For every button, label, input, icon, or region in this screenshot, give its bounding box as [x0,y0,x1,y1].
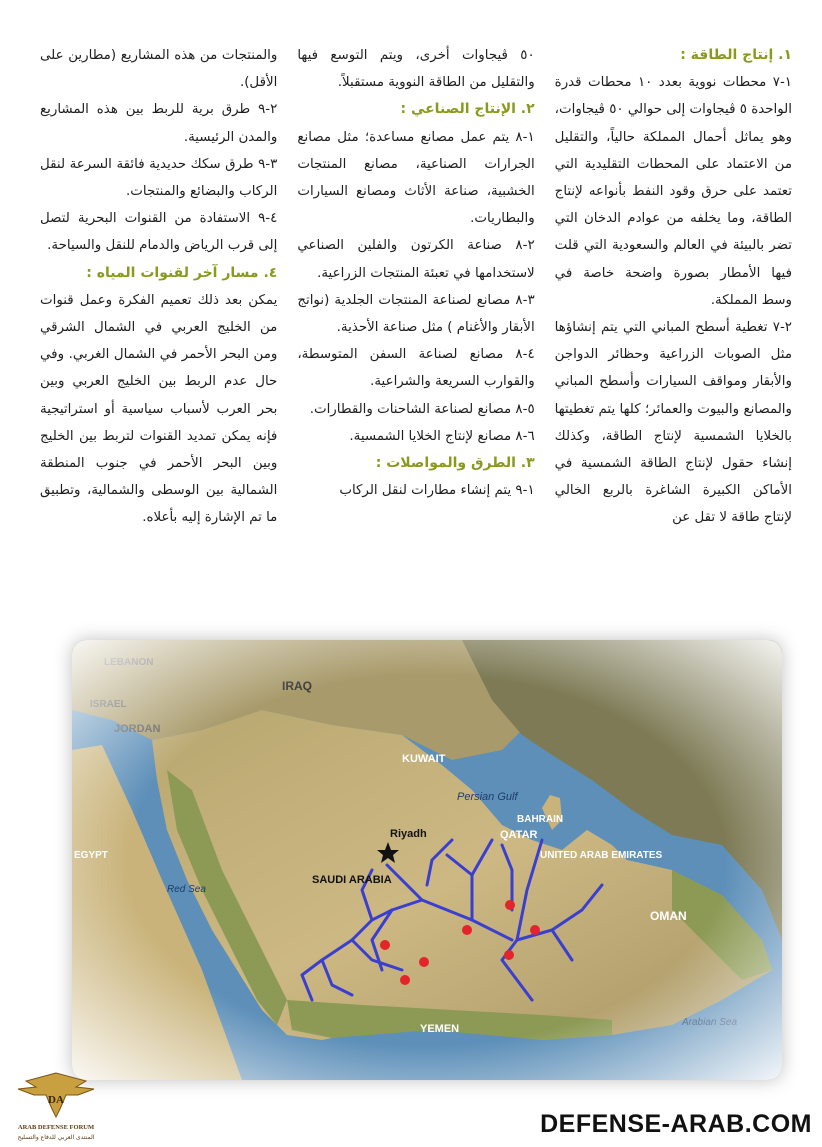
article-columns [40,42,792,632]
paragraph: ٤-٨ مصانع لصناعة السفن المتوسطة، والقوارب السريعة والشراعية. [297,347,535,390]
logo-initials: DA [48,1094,64,1106]
paragraph: والمنتجات من هذه المشاريع (مطارين على الأقل). [40,48,278,91]
paragraph: يمكن بعد ذلك تعميم الفكرة وعمل قنوات من الخليج العربي في الشمال الشرقي ومن البحر الأحمر في الشمال الغربي. وفي حال عدم الربط بين الخليج العربي وبين بحر العرب لأسباب سياسية أو استراتيجية فإنه يمكن تمديد القنوات لتربط بين الخليج وبين البحر الأحمر في جنوب المنطقة الشمالية بين الوسطى والشمالية، وتطبيق ما تم الإشارة إليه بأعلاه. [40,292,278,526]
paragraph: ٤-٩ الاستفادة من القنوات البحرية لتصل إلى قرب الرياض والدمام للنقل والسياحة. [40,211,278,254]
paragraph: ١-٨ يتم عمل مصانع مساعدة؛ مثل مصانع الجرارات الصناعية، مصانع المنتجات الخشبية، صناعة الأثاث ومصانع السيارات والبطاريات. [297,129,535,227]
paragraph: ٥-٨ مصانع لصناعة الشاحنات والقطارات. [309,401,535,417]
arab-defense-forum-logo [6,1063,106,1143]
section-heading: ٤. مسار آخر لقنوات المياه : [86,264,278,281]
paragraph: ٢-٨ صناعة الكرتون والفلين الصناعي لاستخدامها في تعبئة المنتجات الزراعية. [297,238,535,281]
logo-arabic-name: المنتدى العربي للدفاع والتسليح [17,1134,95,1141]
paragraph: ٢-٧ تغطية أسطح المباني التي يتم إنشاؤها مثل الصوبات الزراعية وحظائر الدواجن والأبقار ومواقف السيارات وأسطح المباني والمصانع والبيوت والعمائر؛ كلها يتم تغطيتها بالخلايا الشمسية لإنتاج الطاقة، وكذلك إنشاء حقول لإنتاج الطاقة الشمسية في الأماكن الكبيرة الشاغرة بالربع الخالي لإنتاج طاقة لا تقل عن [554,320,792,526]
section-heading: ١. إنتاج الطاقة : [680,47,792,63]
site-url[interactable]: DEFENSE-ARAB.COM [540,1110,812,1138]
arabia-canal-map [72,640,782,1080]
paragraph: ١-٧ محطات نووية بعدد ١٠ محطات قدرة الواحدة ٥ ڤيجاوات إلى حوالي ٥٠ ڤيجاوات، وهو يماثل أحمال المملكة حالياً، والتقليل من الاعتماد على المحطات التقليدية التي تعتمد على حرق وقود النفط بأنواعه لإنتاج الطاقة، وما يخلفه من عوادم الدخان التي تضر بالبيئة في العالم والسعودية التي قلت فيها الأمطار بصورة واضحة خاصة في وسط المملكة. [554,75,792,308]
column-left [40,42,277,632]
section-heading: ٣. الطرق والمواصلات : [375,455,535,472]
map-vignette [72,640,782,1080]
paragraph: ٣-٨ مصانع لصناعة المنتجات الجلدية (نواتج الأبقار والأغنام ) مثل صناعة الأحذية. [297,292,535,336]
column-right [555,42,792,632]
paragraph: ٢-٩ طرق برية للربط بين هذه المشاريع والمدن الرئيسية. [40,102,278,145]
eagle-emblem-icon [6,1063,106,1123]
paragraph: ٣-٩ طرق سكك حديدية فائقة السرعة لنقل الركاب والبضائع والمنتجات. [40,156,278,200]
paragraph: ٦-٨ مصانع لإنتاج الخلايا الشمسية. [349,428,535,444]
paragraph: ١-٩ يتم إنشاء مطارات لنقل الركاب [339,483,535,499]
paragraph: ٥٠ ڤيجاوات أخرى، ويتم التوسع فيها والتقليل من الطاقة النووية مستقبلاً. [297,48,535,91]
section-heading: ٢. الإنتاج الصناعي : [400,101,535,118]
logo-english-name: ARAB DEFENSE FORUM [17,1124,95,1131]
column-middle [297,42,534,632]
